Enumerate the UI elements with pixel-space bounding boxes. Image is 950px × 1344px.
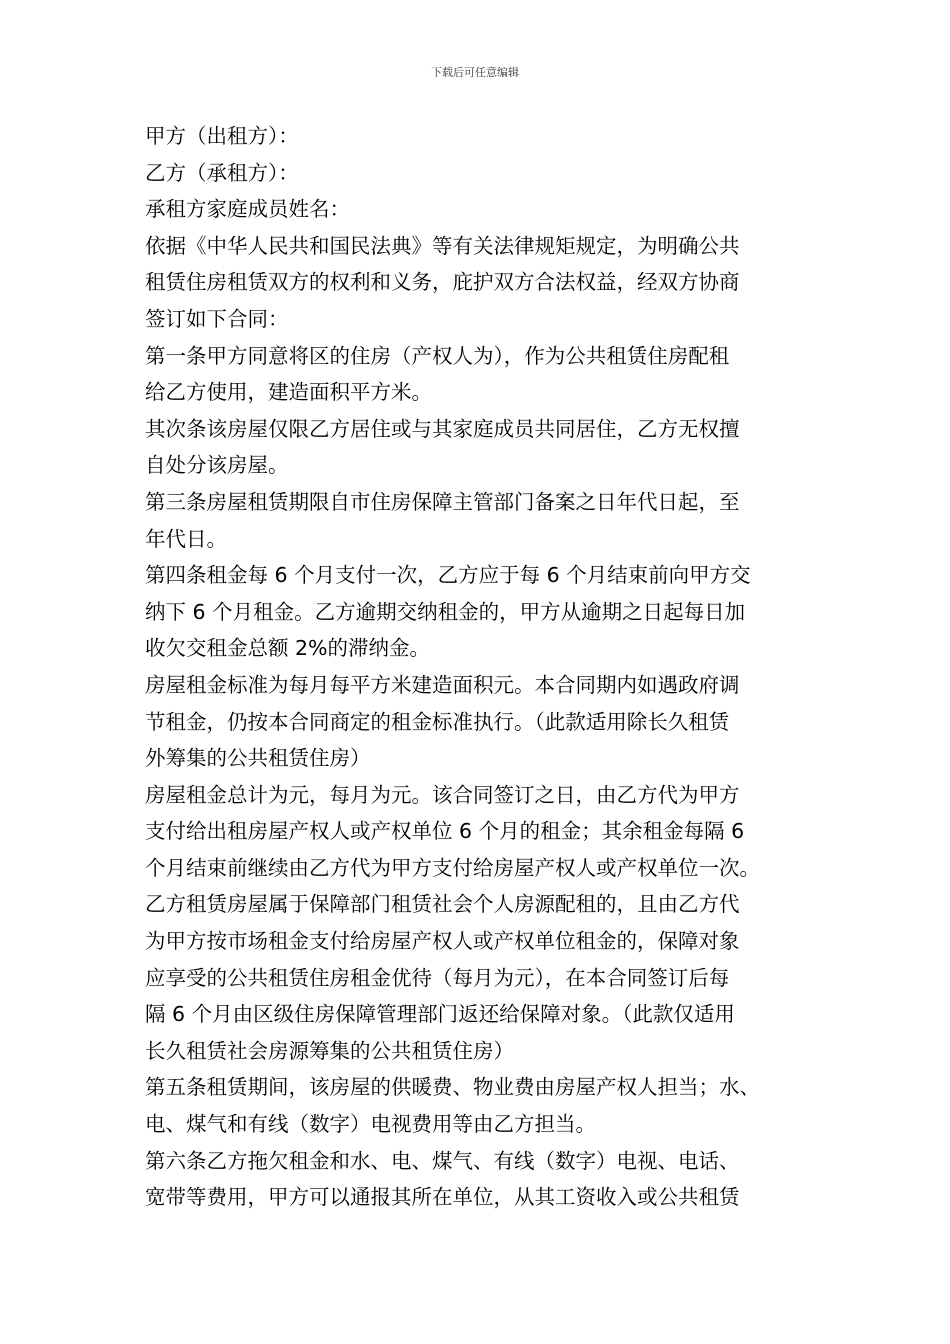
text-line: 年代日。 [145, 526, 227, 551]
text-line: 第四条租金每 6 个月支付一次，乙方应于每 6 个月结束前向甲方交 [145, 563, 751, 588]
text-line: 依据《中华人民共和国民法典》等有关法律规矩规定，为明确公共 [145, 233, 740, 258]
text-line: 租赁住房租赁双方的权利和义务，庇护双方合法权益，经双方协商 [145, 270, 740, 295]
text-line: 乙方（承租方）： [145, 160, 299, 185]
text-line: 支付给出租房屋产权人或产权单位 6 个月的租金；其余租金每隔 6 [145, 819, 745, 844]
text-line: 签订如下合同： [145, 306, 289, 331]
text-line: 收欠交租金总额 2%的滞纳金。 [145, 636, 431, 661]
text-line: 第六条乙方拖欠租金和水、电、煤气、有线（数字）电视、电话、 [145, 1148, 740, 1173]
text-line: 房屋租金总计为元，每月为元。该合同签订之日，由乙方代为甲方 [145, 782, 740, 807]
text-line: 隔 6 个月由区级住房保障管理部门返还给保障对象。（此款仅适用 [145, 1002, 735, 1027]
text-line: 乙方租赁房屋属于保障部门租赁社会个人房源配租的，且由乙方代 [145, 892, 740, 917]
text-line: 给乙方使用，建造面积平方米。 [145, 380, 432, 405]
text-line: 电、煤气和有线（数字）电视费用等由乙方担当。 [145, 1112, 596, 1137]
contract-body [145, 118, 817, 1216]
text-line: 纳下 6 个月租金。乙方逾期交纳租金的，甲方从逾期之日起每日加 [145, 599, 746, 624]
text-line: 甲方（出租方）： [145, 124, 299, 148]
text-line: 宽带等费用，甲方可以通报其所在单位，从其工资收入或公共租赁 [145, 1185, 740, 1210]
text-line: 为甲方按市场租金支付给房屋产权人或产权单位租金的，保障对象 [145, 929, 740, 954]
text-line: 自处分该房屋。 [145, 453, 289, 478]
text-line: 其次条该房屋仅限乙方居住或与其家庭成员共同居住，乙方无权擅 [145, 416, 740, 441]
page-header-note: 下载后可任意编辑 [431, 66, 519, 79]
text-line: 房屋租金标准为每月每平方米建造面积元。本合同期内如遇政府调 [145, 672, 740, 697]
text-line: 长久租赁社会房源筹集的公共租赁住房） [145, 1038, 514, 1063]
text-line: 应享受的公共租赁住房租金优待（每月为元），在本合同签订后每 [145, 965, 730, 990]
text-line: 个月结束前继续由乙方代为甲方支付给房屋产权人或产权单位一次。 [145, 855, 760, 880]
text-line: 节租金，仍按本合同商定的租金标准执行。（此款适用除长久租赁 [145, 709, 730, 734]
text-line: 外筹集的公共租赁住房） [145, 746, 371, 771]
text-line: 承租方家庭成员姓名： [145, 197, 350, 222]
text-line: 第一条甲方同意将区的住房（产权人为），作为公共租赁住房配租 [145, 343, 730, 368]
text-line: 第五条租赁期间，该房屋的供暖费、物业费由房屋产权人担当；水、 [145, 1075, 760, 1100]
text-line: 第三条房屋租赁期限自市住房保障主管部门备案之日年代日起，至 [145, 489, 740, 514]
